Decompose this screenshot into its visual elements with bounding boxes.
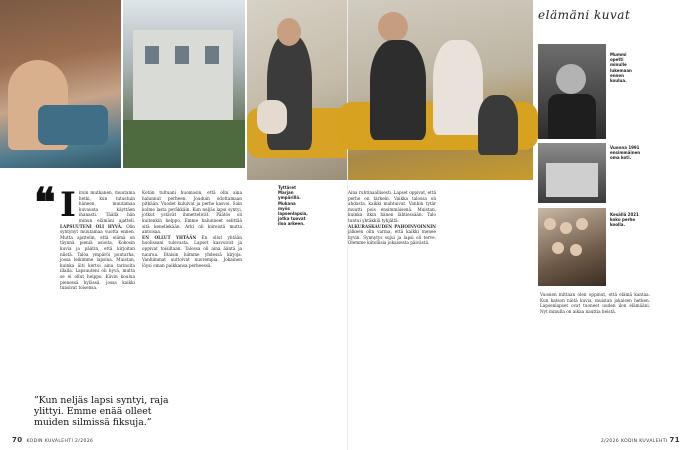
- knitting-photo: [0, 0, 121, 168]
- folio-right: [601, 436, 684, 444]
- baby-shape: [433, 40, 483, 135]
- main-caption: Tyttäret Marjan ympärillä. Mukana myös lapsenlapsia, jotka tuovat iloa arkeen.: [278, 185, 308, 227]
- subheading-lapsuus: LAPSUUTENI OLI HYVÄ.: [60, 223, 123, 229]
- subheading-en-ollut: EN OLLUT YHTÄÄN: [142, 234, 197, 240]
- window-shape: [175, 46, 189, 64]
- face-shape: [544, 218, 556, 230]
- body-paragraph: Olin syntynyt muutamaa vuotta ennen. Mutta ajattelin, että elämä on täynnä pieniä asioita. Kokosin kuvia ja päätin, että kirjoitan niistä. Taloa ympäröi puutarha, jossa leikimme lapsina. Muistan, kuinka äiti kertoi aina tarinoita illalla. Lapsuuteni oli hyvä, mutta se ei ollut helppo. Kävin koulua pienessä kylässä, jossa kaikki tunsivat toisensa.: [60, 223, 135, 291]
- family-group-photo: [538, 208, 606, 286]
- right-col-1: [348, 190, 436, 440]
- body-paragraph: Kotiin tultuani huomasin, että olin aina halunnut perheen. Jouduin odottamaan pitkään. Vuodet kuluivat ja perhe kasvoi. Sain kolme lasta peräkkäin. Kun neljäs lapsi syntyi, jotkut ystävät ihmettelivät. Päätös oli kuitenkin helppo. Emme halunneet selittää sitä kenellekään. Arki oli kiireistä mutta antoisaa.: [142, 190, 242, 235]
- woman-silhouette: [370, 40, 426, 140]
- right-page: [278, 0, 696, 450]
- caption-2: Vuonna 1991 ensimmäinen oma koti.: [610, 145, 641, 161]
- folio-text: KODIN KUVALEHTI 2/2026: [26, 439, 94, 444]
- folio-left: [12, 436, 93, 444]
- caption-3: Kesällä 2021 koko perhe koolla.: [610, 212, 639, 228]
- folio-text: 2/2026 KODIN KUVALEHTI: [600, 439, 668, 444]
- page-number: 70: [12, 436, 23, 444]
- knitting-shape: [38, 105, 108, 145]
- right-col-2: [540, 292, 650, 440]
- body-shape: [548, 94, 596, 139]
- window-shape: [145, 46, 159, 64]
- family-sofa-photo-left: [247, 0, 348, 180]
- face-shape: [277, 18, 301, 46]
- body-paragraph: Vuosien mittaan olen oppinut, että elämä kantaa. Kun katson näitä kuvia, muistan jokaisen hetken. Lapsenlapset ovat tuoneet uuden ilon elämääni. Nyt minulla on aikaa nauttia heistä.: [540, 292, 650, 314]
- face-shape: [576, 218, 588, 230]
- body-paragraph: jälkeen olin varma, että kaikki menee hyvin. Synnytys sujui ja lapsi oli terve. Olemme kiitollisia jokaisesta päivästä.: [348, 229, 436, 246]
- face-shape: [560, 222, 572, 234]
- greenery-shape: [123, 120, 245, 168]
- house-photo: [123, 0, 245, 168]
- old-photo-1: [538, 44, 606, 139]
- house-shape: [546, 163, 598, 197]
- subheading-alkuraskaus: ALKURASKAUDEN PAHOINVOINNIN: [348, 223, 436, 229]
- face-shape: [570, 244, 582, 256]
- opening-quote-mark: ❝: [34, 179, 56, 226]
- page-number: 71: [669, 436, 680, 444]
- left-col-1: [60, 185, 135, 370]
- old-photo-2: [538, 143, 606, 203]
- face-shape: [556, 64, 586, 94]
- face-shape: [378, 12, 408, 42]
- family-sofa-photo-right: [348, 0, 533, 180]
- drop-cap: I: [60, 185, 76, 225]
- caption-1: Mummi opetti minulle lukemaan ennen koulua.: [610, 52, 632, 84]
- window-shape: [205, 46, 219, 64]
- legs-shape: [478, 95, 518, 155]
- pull-quote: ”Kun neljäs lapsi syntyi, raja ylittyi. Emme enää olleet muiden silmissä fiksuja.”: [34, 395, 169, 428]
- face-shape: [552, 242, 564, 254]
- body-paragraph: En ollut yhtään huolissani tulevasta. Lapset kasvoivat ja oppivat toisiltaan. Talossa oli aina ääntä ja naurua. Iltaisin luimme yhdessä kirjoja. Vanhimmat auttoivat nuorempia. Jokainen löysi oman paikkansa perheessä.: [142, 234, 242, 268]
- child-shape: [257, 100, 287, 134]
- body-paragraph: Aina ruhtinaallisesti. Lapset oppivat, että perhe on tärkein. Vaikka talossa oli ahdasta, kaikki mahtuivat. Vanhin tytär muutti pois ensimmäisenä. Muistan, kuinka itkin hänen lähtiessään. Talo tuntui yhtäkkiä tyhjältä.: [348, 190, 436, 223]
- intro-text: irsin mutkanen, muutama hetki, kun tutustuin häneen, muutamaa kuvausta käyttäen ihanasti. Täällä hän minun elämäni ajatteli.: [78, 190, 135, 223]
- section-label: elämäni kuvat: [538, 8, 631, 22]
